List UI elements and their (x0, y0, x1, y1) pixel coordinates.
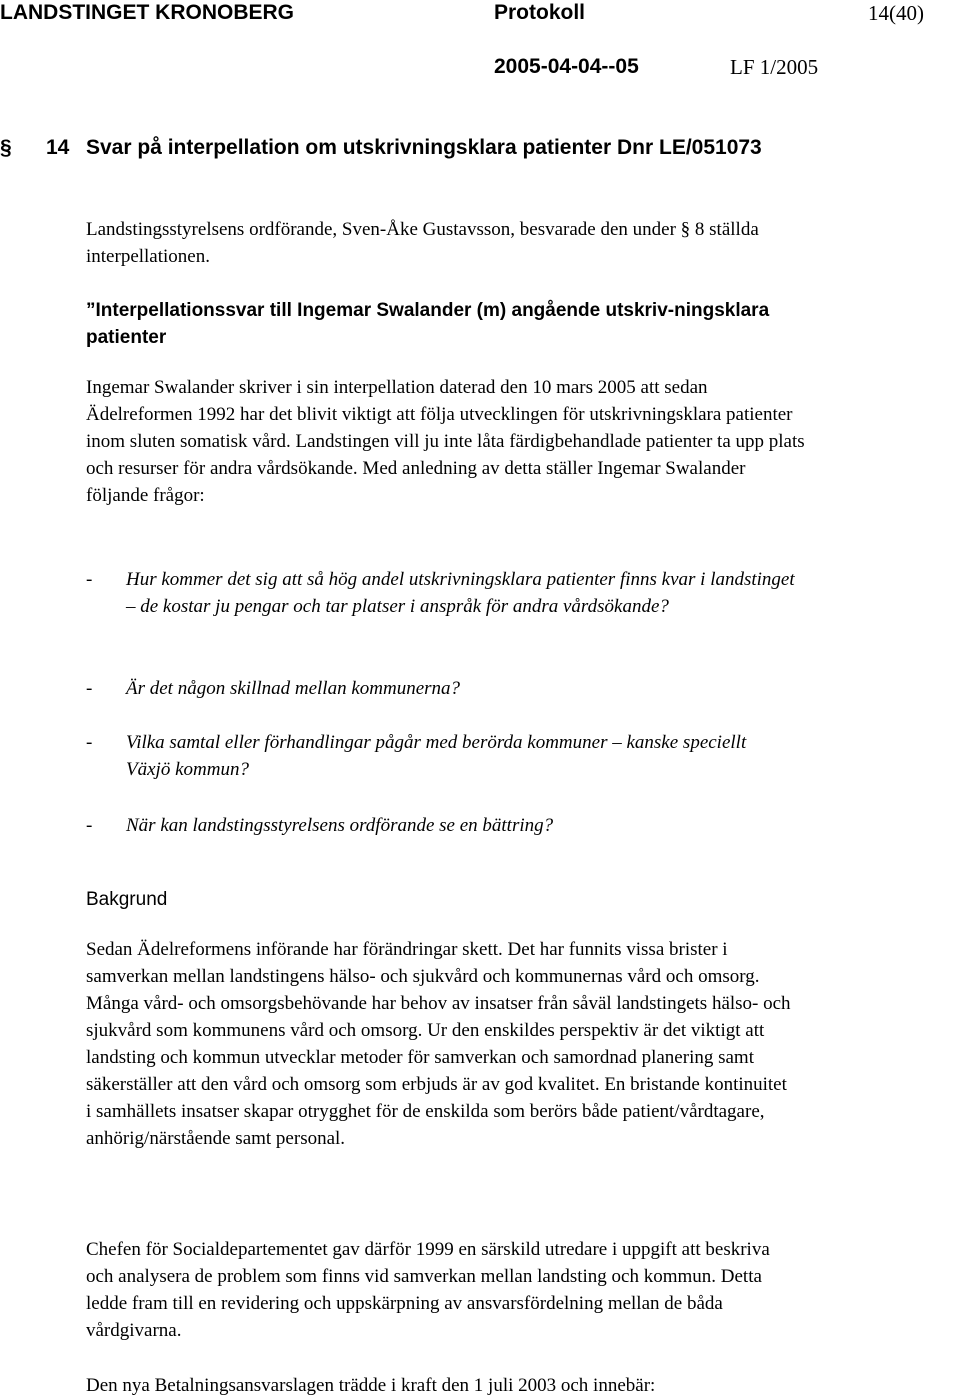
question-3-text: Vilka samtal eller förhandlingar pågår med berörda kommuner – kanske speciellt Växjö kommun? (126, 732, 747, 780)
intro-paragraph: Landstingsstyrelsens ordförande, Sven-Åke Gustavsson, besvarade den under § 8 ställda interpellationen. (86, 219, 759, 267)
org-name: LANDSTINGET KRONOBERG (0, 1, 294, 24)
section-number: 14 (46, 136, 70, 159)
question-2-text: Är det någon skillnad mellan kommunerna? (126, 678, 461, 699)
doc-reference: LF 1/2005 (730, 55, 819, 79)
background-paragraph-3: Den nya Betalningsansvarslagen trädde i kraft den 1 juli 2003 och innebär: (86, 1375, 656, 1396)
meeting-date: 2005-04-04--05 (494, 55, 639, 78)
body-paragraph-1: Ingemar Swalander skriver i sin interpellation daterad den 10 mars 2005 att sedan Ädelreformen 1992 har det blivit viktigt att följa utvecklingen för utskrivningsklara patienter inom sluten somatisk vård. Landstingen vill ju inte låta färdigbehandlade patienter ta upp plats och resurser för andra vårdsökande. Med anledning av detta ställer Ingemar Swalander följande frågor: (86, 377, 805, 506)
section-marker: § (0, 136, 12, 159)
question-4-dash: - (86, 815, 93, 836)
question-1-text: Hur kommer det sig att så hög andel utskrivningsklara patienter finns kvar i landstinget – de kostar ju pengar och tar platser i anspråk för andra vårdsökande? (126, 569, 795, 617)
section-heading (0, 134, 960, 190)
question-4-text: När kan landstingsstyrelsens ordförande se en bättring? (126, 815, 554, 836)
question-2-dash: - (86, 678, 93, 699)
background-heading: Bakgrund (86, 889, 168, 910)
section-title: Svar på interpellation om utskrivningsklara patienter Dnr LE/051073 (86, 136, 762, 159)
question-1-dash: - (86, 569, 93, 590)
page-number: 14(40) (868, 1, 924, 25)
answer-title: ”Interpellationssvar till Ingemar Swalander (m) angående utskriv-ningsklara patienter (86, 300, 770, 348)
question-3-dash: - (86, 732, 93, 753)
background-paragraph-2: Chefen för Socialdepartementet gav därför 1999 en särskild utredare i uppgift att beskriva och analysera de problem som finns vid samverkan mellan landsting och kommun. Detta ledde fram till en revidering och uppskärpning av ansvarsfördelning mellan de båda vårdgivarna. (86, 1239, 770, 1341)
doc-type: Protokoll (494, 1, 586, 24)
background-paragraph-1: Sedan Ädelreformens införande har förändringar skett. Det har funnits vissa brister i samverkan mellan landstingens hälso- och sjukvård och kommunernas vård och omsorg. Många vård- och omsorgsbehövande har behov av insatser från såväl landstingets hälso- och sjukvård som kommunens vård och omsorg. Ur den enskildes perspektiv är det viktigt att landsting och kommun utvecklar metoder för samverkan och samordnad planering samt säkerställer att den vård och omsorg som erbjuds är av god kvalitet. En bristande kontinuitet i samhällets insatser skapar otrygghet för de enskilda som berörs både patient/vårdtagare, anhörig/närstående samt personal. (86, 939, 791, 1149)
